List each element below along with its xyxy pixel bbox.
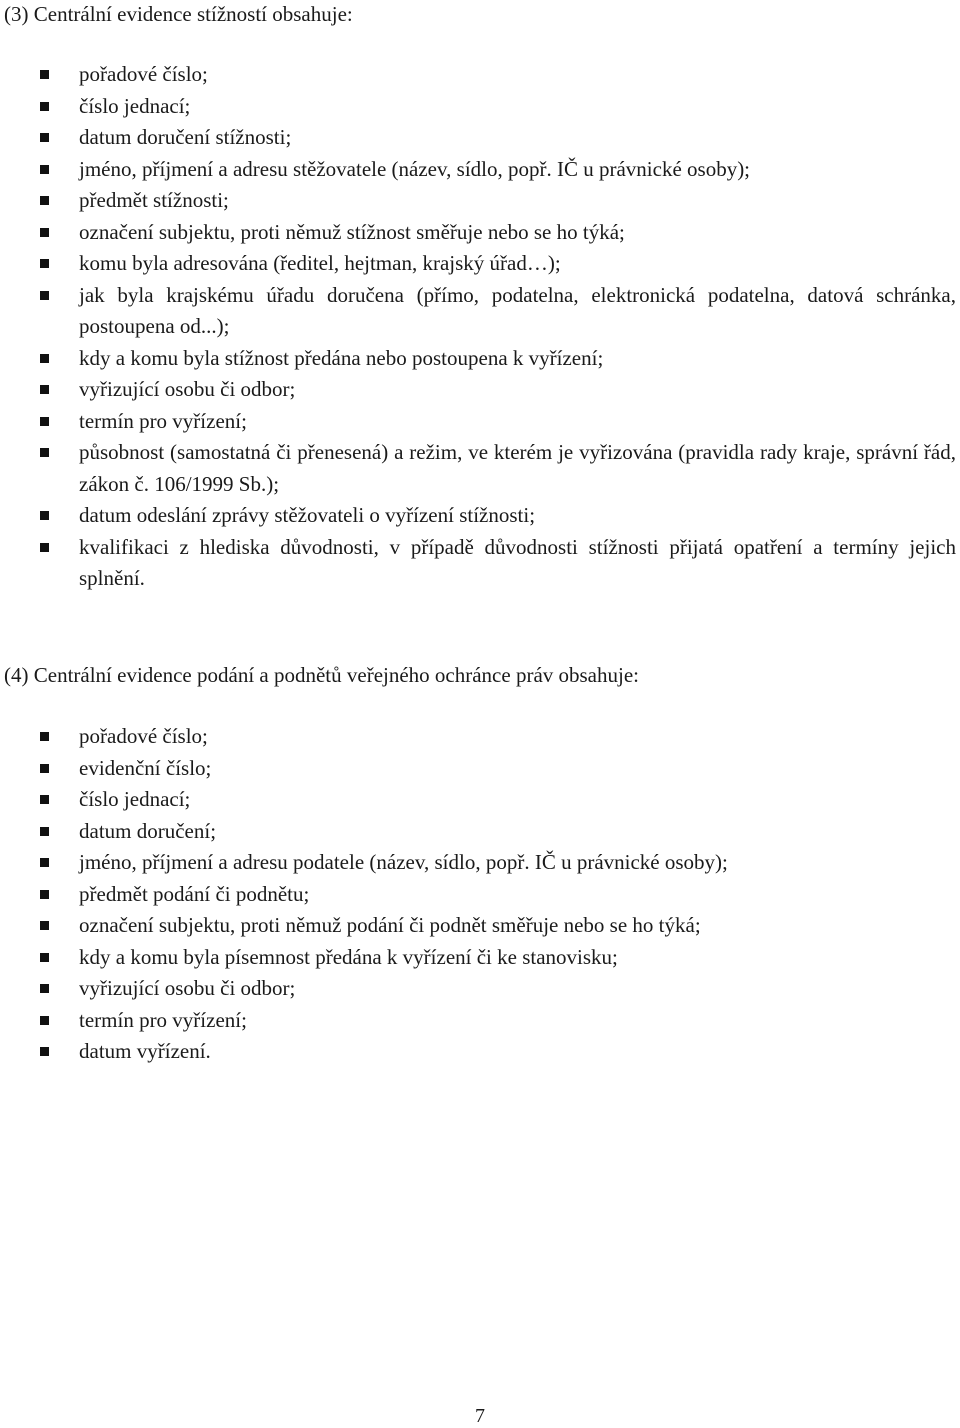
list-item-text: vyřizující osobu či odbor; <box>79 377 296 401</box>
list-item <box>0 1005 956 1037</box>
list-item <box>0 154 956 186</box>
list-item <box>0 879 956 911</box>
list-item-text: kdy a komu byla stížnost předána nebo postoupena k vyřízení; <box>79 345 604 370</box>
list-item-text: číslo jednací; <box>79 93 191 118</box>
list-item-text: datum doručení stížnosti; <box>79 125 292 149</box>
square-bullet-icon <box>40 1016 49 1025</box>
list-item <box>0 374 956 406</box>
square-bullet-icon <box>40 953 49 962</box>
list-item-text: jméno, příjmení a adresu stěžovatele (název, sídlo, popř. IČ u právnické osoby); <box>79 156 751 181</box>
list-item-text: jak byla krajskému úřadu doručena (přímo, podatelna, elektronická podatelna, datová schránka, postoupena od...); <box>79 282 956 338</box>
square-bullet-icon <box>40 511 49 520</box>
list-item <box>0 437 956 500</box>
list-item-text: pořadové číslo; <box>79 724 208 748</box>
list-item <box>0 973 956 1005</box>
square-bullet-icon <box>40 417 49 426</box>
list-item <box>0 91 956 123</box>
list-item <box>0 500 956 532</box>
list-item-text: termín pro vyřízení; <box>79 1007 247 1032</box>
list-item <box>0 721 956 753</box>
list-item-text: působnost (samostatná či přenesená) a režim, ve kterém je vyřizována (pravidla rady kraje, správní řád, zákon č. 106/1999 Sb.); <box>79 440 956 496</box>
square-bullet-icon <box>40 196 49 205</box>
list-item <box>0 816 956 848</box>
list-item-text: kdy a komu byla písemnost předána k vyřízení či ke stanovisku; <box>79 944 618 969</box>
list-item-text: kvalifikaci z hlediska důvodnosti, v případě důvodnosti stížnosti přijatá opatření a termíny jejich splnění. <box>79 534 956 590</box>
list-item <box>0 406 956 438</box>
square-bullet-icon <box>40 291 49 300</box>
square-bullet-icon <box>40 732 49 741</box>
square-bullet-icon <box>40 543 49 552</box>
list-item-text: číslo jednací; <box>79 787 191 811</box>
list-item <box>0 280 956 343</box>
list-item <box>0 1036 956 1068</box>
list-item-text: vyřizující osobu či odbor; <box>79 976 296 1000</box>
list-item-text: pořadové číslo; <box>79 62 208 86</box>
list-item-text: komu byla adresována (ředitel, hejtman, krajský úřad…); <box>79 251 561 275</box>
square-bullet-icon <box>40 165 49 174</box>
square-bullet-icon <box>40 228 49 237</box>
list-item <box>0 248 956 280</box>
list-item <box>0 784 956 816</box>
list-item-text: předmět podání či podnětu; <box>79 881 310 906</box>
list-item-text: předmět stížnosti; <box>79 188 229 212</box>
square-bullet-icon <box>40 133 49 142</box>
square-bullet-icon <box>40 921 49 930</box>
square-bullet-icon <box>40 70 49 79</box>
square-bullet-icon <box>40 858 49 867</box>
list-item <box>0 122 956 154</box>
list-item <box>0 532 956 595</box>
list-item-text: jméno, příjmení a adresu podatele (název, sídlo, popř. IČ u právnické osoby); <box>79 850 728 874</box>
square-bullet-icon <box>40 102 49 111</box>
list-item-text: datum odeslání zprávy stěžovateli o vyřízení stížnosti; <box>79 503 536 527</box>
square-bullet-icon <box>40 1047 49 1056</box>
square-bullet-icon <box>40 385 49 394</box>
list-item-text: evidenční číslo; <box>79 755 212 780</box>
list-item-text: datum doručení; <box>79 818 217 843</box>
list-item <box>0 847 956 879</box>
section-3-heading: (3) Centrální evidence stížností obsahuje: <box>4 2 353 26</box>
section-3-list <box>0 59 956 595</box>
section-4-heading: (4) Centrální evidence podání a podnětů veřejného ochránce práv obsahuje: <box>4 663 639 687</box>
list-item-text: označení subjektu, proti němuž podání či podnět směřuje nebo se ho týká; <box>79 913 701 937</box>
list-item <box>0 942 956 974</box>
list-item-text: termín pro vyřízení; <box>79 408 247 433</box>
list-item <box>0 217 956 249</box>
square-bullet-icon <box>40 354 49 363</box>
square-bullet-icon <box>40 448 49 457</box>
page-number: 7 <box>475 1405 485 1427</box>
square-bullet-icon <box>40 984 49 993</box>
square-bullet-icon <box>40 259 49 268</box>
square-bullet-icon <box>40 890 49 899</box>
list-item <box>0 185 956 217</box>
square-bullet-icon <box>40 795 49 804</box>
list-item <box>0 343 956 375</box>
list-item <box>0 910 956 942</box>
square-bullet-icon <box>40 764 49 773</box>
list-item <box>0 59 956 91</box>
list-item-text: datum vyřízení. <box>79 1039 211 1063</box>
list-item <box>0 753 956 785</box>
section-4-list <box>0 721 956 1068</box>
list-item-text: označení subjektu, proti němuž stížnost směřuje nebo se ho týká; <box>79 219 625 244</box>
square-bullet-icon <box>40 827 49 836</box>
